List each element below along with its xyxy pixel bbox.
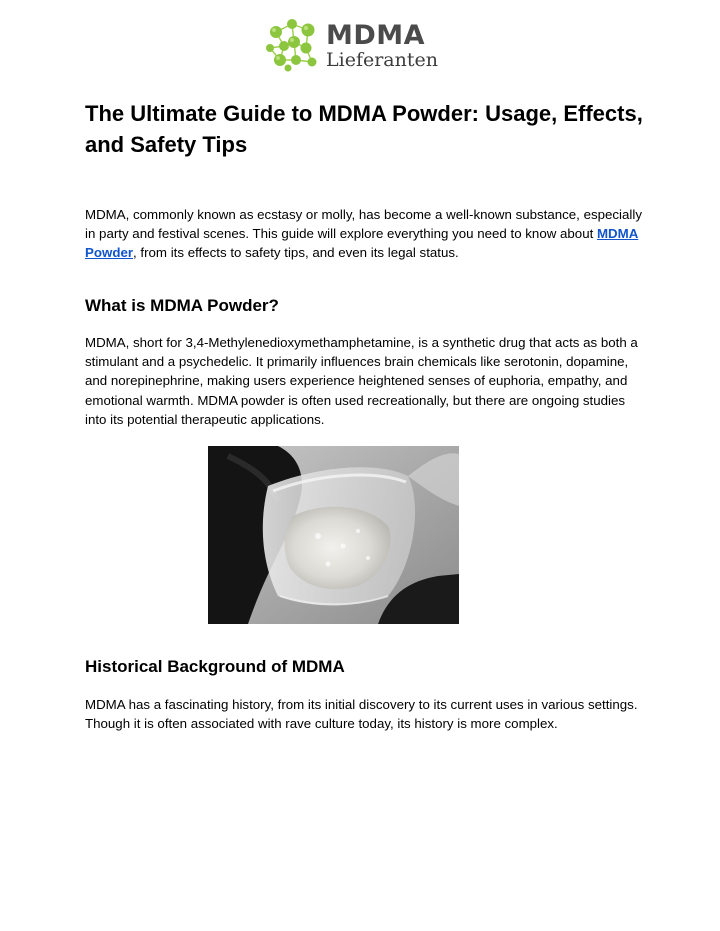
intro-text-end: , from its effects to safety tips, and even its legal status. bbox=[133, 245, 459, 261]
intro-paragraph bbox=[85, 205, 645, 263]
logo-subtitle: Lieferanten bbox=[326, 49, 438, 71]
molecule-logo-icon bbox=[262, 16, 324, 74]
section-paragraph: MDMA, short for 3,4-Methylenedioxymethamphetamine, is a synthetic drug that acts as both a stimulant and a psychedelic. It primarily influences brain chemicals like serotonin, dopamine, and norepinephrine, making users experience heightened senses of euphoria, empathy, and emotional warmth. MDMA powder is often used recreationally, but there are ongoing studies into its potential therapeutic applications. bbox=[85, 335, 638, 427]
mdma-powder-link[interactable]: MDMA Powder bbox=[85, 226, 639, 261]
page-title: The Ultimate Guide to MDMA Powder: Usage, Effects, and Safety Tips bbox=[85, 101, 643, 157]
section-heading: Historical Background of MDMA bbox=[85, 657, 345, 676]
intro-text-start: MDMA, commonly known as ecstasy or molly, has become a well-known substance, especially in party and festival scenes. This guide will explore everything you need to know about bbox=[85, 207, 642, 242]
mdma-powder-photo bbox=[208, 446, 459, 624]
section-paragraph: MDMA has a fascinating history, from its initial discovery to its current uses in various settings. Though it is often associated with rave culture today, its history is more complex. bbox=[85, 697, 638, 732]
section-heading: What is MDMA Powder? bbox=[85, 296, 279, 315]
logo-name: MDMA bbox=[326, 20, 426, 51]
site-logo[interactable] bbox=[262, 16, 462, 76]
